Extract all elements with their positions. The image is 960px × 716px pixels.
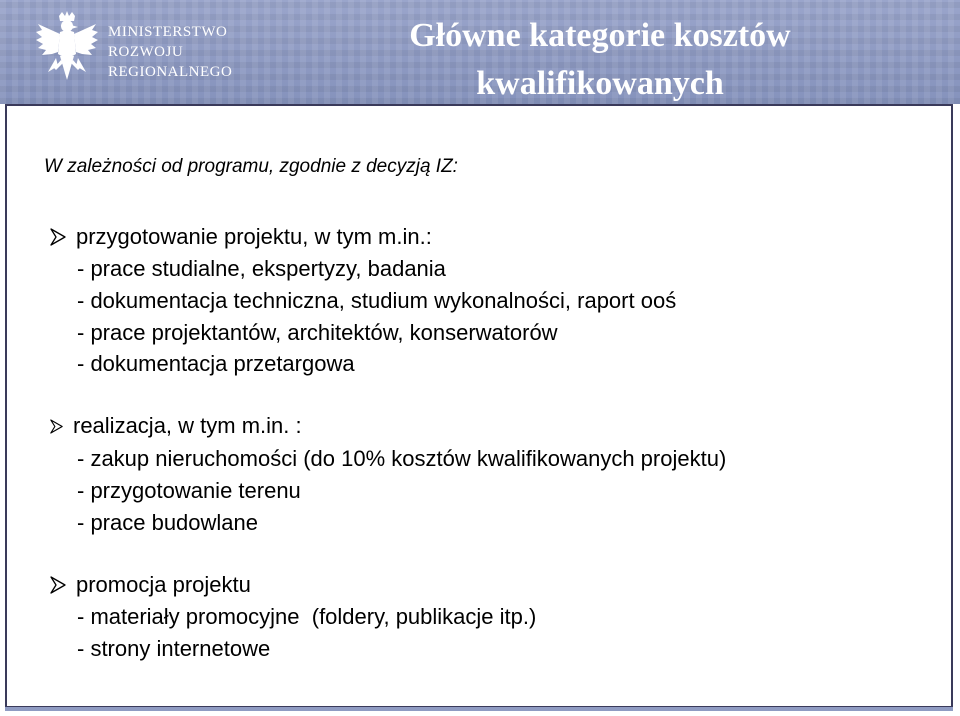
section-heading-text: przygotowanie projektu, w tym m.in.: <box>76 224 432 249</box>
ministry-name <box>108 22 232 82</box>
eagle-emblem-icon <box>34 10 100 94</box>
intro-text: W zależności od programu, zgodnie z decyzją IZ: <box>44 156 458 177</box>
slide-title: Główne kategorie kosztów kwalifikowanych <box>409 17 791 102</box>
list-item: - dokumentacja przetargowa <box>77 351 355 376</box>
ministry-logo <box>34 10 234 94</box>
arrowhead-bullet-icon <box>50 419 63 434</box>
header-bar <box>0 0 960 104</box>
bottom-bar <box>5 707 953 711</box>
section-heading-realization <box>50 413 302 439</box>
section-heading-text: promocja projektu <box>76 572 251 597</box>
list-item: - strony internetowe <box>77 636 271 661</box>
section-heading-preparation <box>50 224 432 250</box>
list-item: - prace budowlane <box>77 510 259 535</box>
list-item: - prace studialne, ekspertyzy, badania <box>77 256 446 281</box>
section-heading-text: realizacja, w tym m.in. : <box>73 413 302 438</box>
arrowhead-bullet-icon <box>50 576 66 594</box>
list-item: - materiały promocyjne (foldery, publikacje itp.) <box>77 604 537 629</box>
list-item: - zakup nieruchomości (do 10% kosztów kwalifikowanych projektu) <box>77 446 727 471</box>
list-item: - prace projektantów, architektów, konserwatorów <box>77 320 558 345</box>
arrowhead-bullet-icon <box>50 228 66 246</box>
logo-line-2: ROZWOJU <box>108 44 184 60</box>
logo-line-3: REGIONALNEGO <box>108 64 233 80</box>
list-item: - przygotowanie terenu <box>77 478 301 503</box>
section-heading-promotion <box>50 572 251 598</box>
list-item: - dokumentacja techniczna, studium wykonalności, raport ooś <box>77 288 677 313</box>
logo-line-1: MINISTERSTWO <box>108 24 228 40</box>
